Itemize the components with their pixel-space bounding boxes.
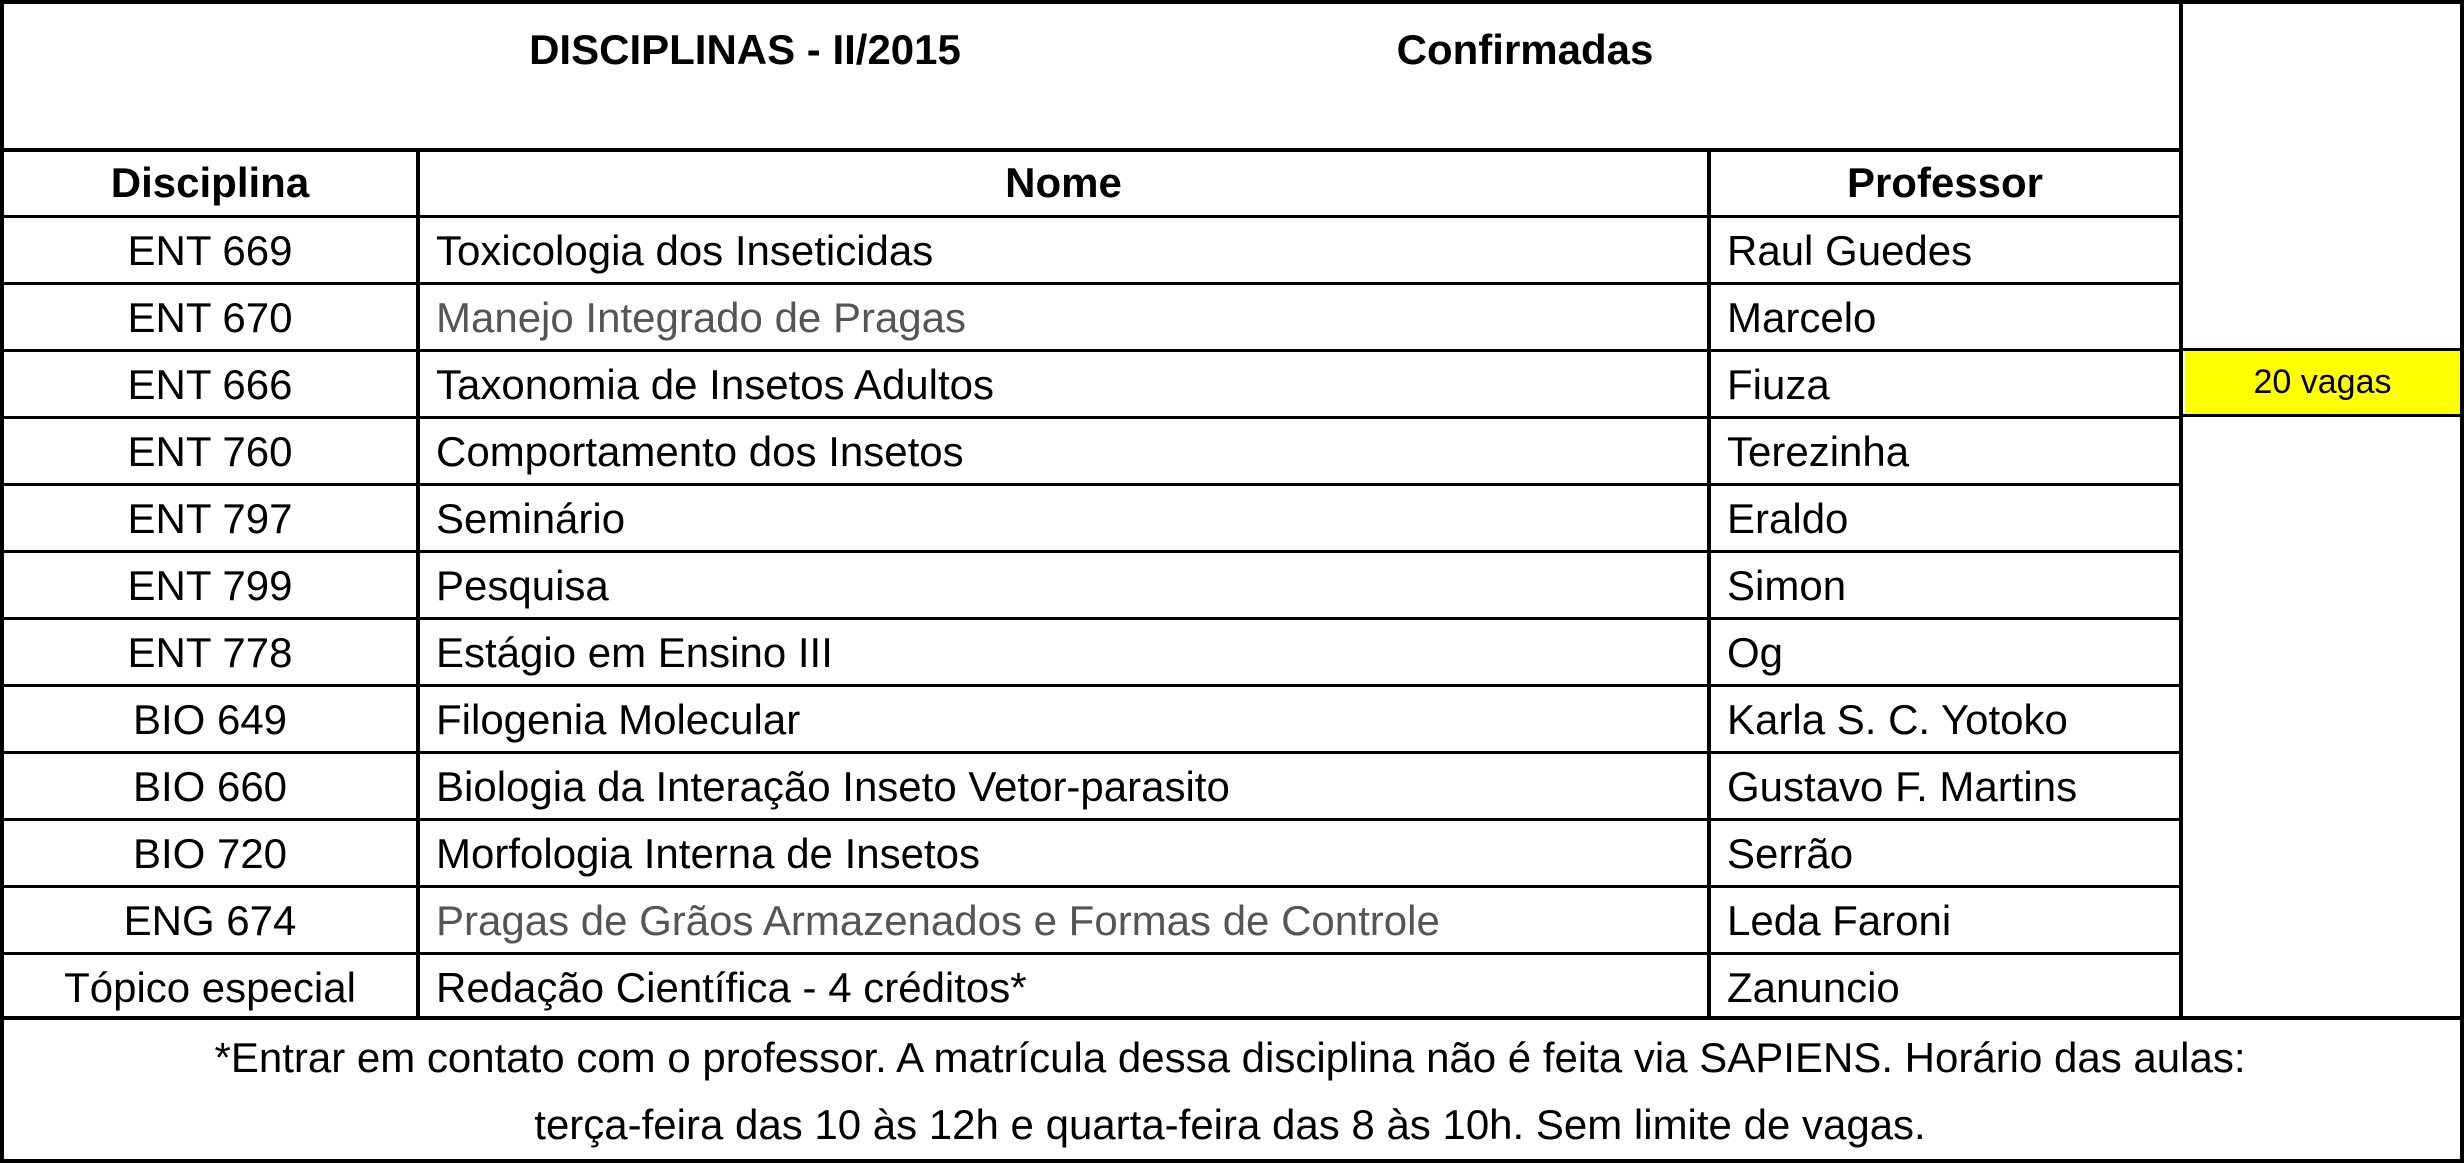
grid-line (0, 0, 4, 1163)
course-code: BIO 660 (132, 762, 288, 810)
title-left: DISCIPLINAS - II/2015 (529, 26, 961, 73)
vacancies-badge: 20 vagas (2185, 351, 2460, 414)
grid-line (0, 483, 2183, 486)
grid-line (0, 617, 2183, 620)
course-code: Tópico especial (64, 963, 356, 1011)
grid-line (0, 1159, 2464, 1163)
grid-line (0, 885, 2183, 888)
course-code: ENT 666 (127, 360, 293, 408)
course-name: Seminário (436, 494, 626, 542)
header-professor: Professor (1846, 159, 2044, 206)
course-name: Taxonomia de Insetos Adultos (436, 360, 995, 408)
grid-line (0, 282, 2183, 285)
grid-line (1707, 148, 1711, 1016)
course-name: Toxicologia dos Inseticidas (436, 226, 934, 274)
course-name: Comportamento dos Insetos (436, 427, 964, 475)
footnote-line-2: terça-feira das 10 às 12h e quarta-feira das 8 às 10h. Sem limite de vagas. (534, 1101, 1926, 1148)
header-name: Nome (1005, 159, 1122, 206)
grid-line (0, 148, 2183, 152)
course-name: Redação Científica - 4 créditos* (436, 963, 1027, 1011)
course-professor: Karla S. C. Yotoko (1727, 695, 2068, 743)
grid-line (416, 148, 420, 1016)
course-code: ENT 778 (127, 628, 293, 676)
grid-line (2179, 348, 2464, 351)
course-professor: Terezinha (1727, 427, 1910, 475)
course-code: ENT 669 (127, 226, 293, 274)
grid-line (0, 818, 2183, 821)
grid-line (0, 684, 2183, 687)
grid-line (2179, 414, 2464, 417)
course-name: Pragas de Grãos Armazenados e Formas de Controle (436, 896, 1440, 944)
grid-line (0, 0, 2464, 4)
grid-line (0, 215, 2183, 218)
course-code: ENT 760 (127, 427, 293, 475)
grid-line (0, 416, 2183, 419)
footnote-line-1: *Entrar em contato com o professor. A matrícula dessa disciplina não é feita via SAPIENS. Horário das aulas: (214, 1034, 2246, 1081)
grid-line (2179, 0, 2183, 1016)
course-professor: Leda Faroni (1727, 896, 1952, 944)
course-code: ENT 797 (127, 494, 293, 542)
grid-line (0, 751, 2183, 754)
course-professor: Og (1727, 628, 1784, 676)
course-professor: Eraldo (1727, 494, 1849, 542)
course-professor: Simon (1727, 561, 1847, 609)
grid-line (2460, 0, 2464, 1163)
header-code: Disciplina (110, 159, 310, 206)
course-professor: Fiuza (1727, 360, 1830, 408)
course-name: Filogenia Molecular (436, 695, 801, 743)
grid-line (0, 952, 2183, 955)
grid-line (0, 349, 2183, 352)
title-right: Confirmadas (1396, 26, 1654, 73)
course-professor: Marcelo (1727, 293, 1877, 341)
course-name: Pesquisa (436, 561, 609, 609)
course-name: Estágio em Ensino III (436, 628, 833, 676)
course-professor: Gustavo F. Martins (1727, 762, 2078, 810)
course-code: ENG 674 (123, 896, 297, 944)
grid-line (0, 1016, 2464, 1020)
course-code: ENT 670 (127, 293, 293, 341)
course-professor: Serrão (1727, 829, 1854, 877)
course-name: Biologia da Interação Inseto Vetor-parasito (436, 762, 1230, 810)
grid-line (0, 550, 2183, 553)
course-professor: Zanuncio (1727, 963, 1900, 1011)
course-code: BIO 720 (132, 829, 288, 877)
course-professor: Raul Guedes (1727, 226, 1973, 274)
course-name: Morfologia Interna de Insetos (436, 829, 980, 877)
course-code: BIO 649 (132, 695, 288, 743)
course-name: Manejo Integrado de Pragas (436, 293, 967, 341)
course-code: ENT 799 (127, 561, 293, 609)
